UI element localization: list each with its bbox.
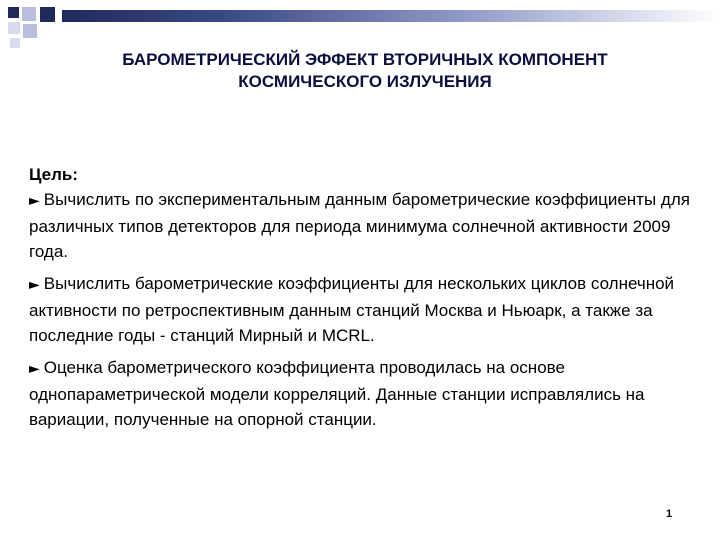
bullet-item-2 — [29, 271, 699, 348]
slide-body — [29, 162, 699, 439]
decor-square-4 — [8, 22, 20, 34]
bullet-arrow-icon: ► — [29, 193, 40, 209]
bullet-arrow-icon: ► — [29, 361, 40, 377]
slide-title-line-2: КОСМИЧЕСКОГО ИЗЛУЧЕНИЯ — [238, 72, 492, 91]
decor-square-2 — [22, 7, 36, 21]
decor-square-6 — [10, 38, 20, 48]
bullet-item-3 — [29, 355, 699, 432]
decor-square-1 — [8, 7, 19, 18]
bullet-text-3: Оценка барометрического коэффициента проводилась на основе однопараметрической модели корреляций. Данные станции исправлялись на вариации, полученные на опорной станции. — [29, 358, 645, 429]
slide-title — [40, 49, 690, 93]
bullet-item-1 — [29, 187, 699, 264]
slide-title-line-1: БАРОМЕТРИЧЕСКИЙ ЭФФЕКТ ВТОРИЧНЫХ КОМПОНЕНТ — [122, 50, 608, 69]
bullet-text-1: Вычислить по экспериментальным данным барометрические коэффициенты для различных типов детекторов для периода минимума солнечной активности 2009 года. — [29, 190, 690, 261]
top-gradient-bar — [62, 10, 720, 22]
page-number: 1 — [666, 508, 673, 520]
decor-square-5 — [23, 24, 37, 38]
bullet-arrow-icon: ► — [29, 277, 40, 293]
bullet-text-2: Вычислить барометрические коэффициенты для нескольких циклов солнечной активности по ретроспективным данным станций Москва и Ньюарк, а также за последние годы - станций Мирный и MCRL. — [29, 274, 675, 345]
decor-square-3 — [40, 7, 55, 22]
goal-label: Цель: — [29, 165, 78, 184]
